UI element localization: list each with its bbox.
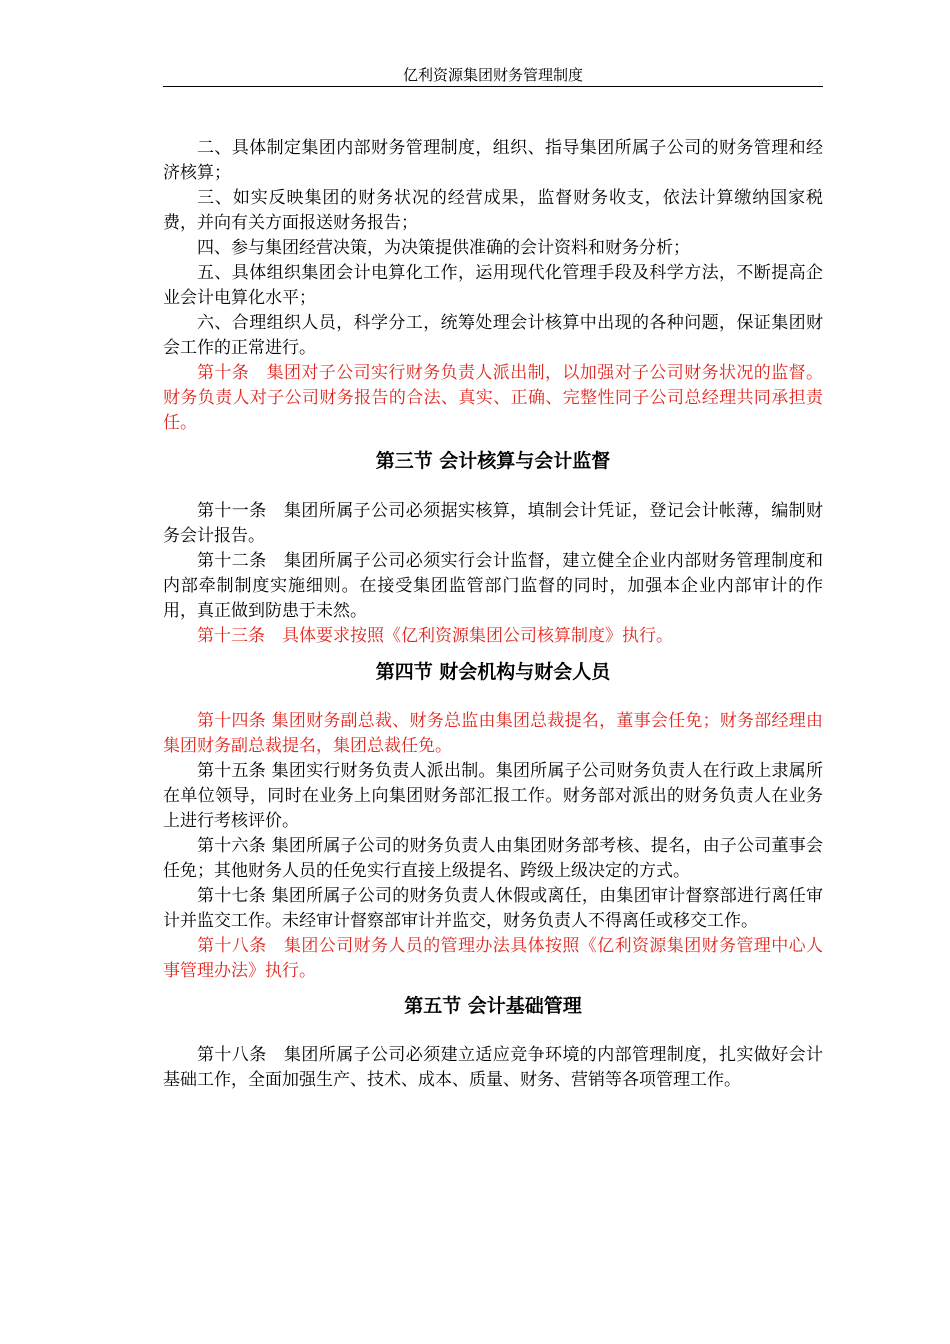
article-18-basics: 第十八条 集团所属子公司必须建立适应竞争环境的内部管理制度，扎实做好会计基础工作，全面加强生产、技术、成本、质量、财务、营销等各项管理工作。 [163,1045,823,1090]
paragraph-duty-4: 四、参与集团经营决策，为决策提供准确的会计资料和财务分析； [197,238,690,258]
document-body [163,136,823,1093]
paragraph-duty-2: 二、具体制定集团内部财务管理制度，组织、指导集团所属子公司的财务管理和经济核算； [163,138,823,183]
article-10: 第十条 集团对子公司实行财务负责人派出制，以加强对子公司财务状况的监督。财务负责人对子公司财务报告的合法、真实、正确、完整性同子公司总经理共同承担责任。 [163,363,823,433]
article-14: 第十四条 集团财务副总裁、财务总监由集团总裁提名，董事会任免；财务部经理由集团财务副总裁提名，集团总裁任免。 [163,711,823,756]
page-header: 亿利资源集团财务管理制度 [402,66,583,84]
article-11: 第十一条 集团所属子公司必须据实核算，填制会计凭证，登记会计帐薄，编制财务会计报告。 [163,501,823,546]
paragraph-duty-5: 五、具体组织集团会计电算化工作，运用现代化管理手段及科学方法，不断提高企业会计电算化水平； [163,263,823,308]
article-17: 第十七条 集团所属子公司的财务负责人休假或离任，由集团审计督察部进行离任审计并监交工作。未经审计督察部审计并监交，财务负责人不得离任或移交工作。 [163,886,823,931]
section-3-heading: 第三节 会计核算与会计监督 [375,450,611,472]
section-5-heading: 第五节 会计基础管理 [404,995,582,1017]
paragraph-duty-6: 六、合理组织人员，科学分工，统筹处理会计核算中出现的各种问题，保证集团财会工作的正常进行。 [163,313,823,358]
article-16: 第十六条 集团所属子公司的财务负责人由集团财务部考核、提名，由子公司董事会任免；其他财务人员的任免实行直接上级提名、跨级上级决定的方式。 [163,836,823,881]
article-18-personnel: 第十八条 集团公司财务人员的管理办法具体按照《亿利资源集团财务管理中心人事管理办法》执行。 [163,936,823,981]
header-rule [163,86,823,87]
article-12: 第十二条 集团所属子公司必须实行会计监督，建立健全企业内部财务管理制度和内部牵制制度实施细则。在接受集团监管部门监督的同时，加强本企业内部审计的作用，真正做到防患于未然。 [163,551,823,621]
paragraph-duty-3: 三、如实反映集团的财务状况的经营成果，监督财务收支，依法计算缴纳国家税费，并向有关方面报送财务报告； [163,188,823,233]
article-15: 第十五条 集团实行财务负责人派出制。集团所属子公司财务负责人在行政上隶属所在单位领导，同时在业务上向集团财务部汇报工作。财务部对派出的财务负责人在业务上进行考核评价。 [163,761,823,831]
section-4-heading: 第四节 财会机构与财会人员 [375,661,611,683]
article-13: 第十三条 具体要求按照《亿利资源集团公司核算制度》执行。 [197,626,673,646]
